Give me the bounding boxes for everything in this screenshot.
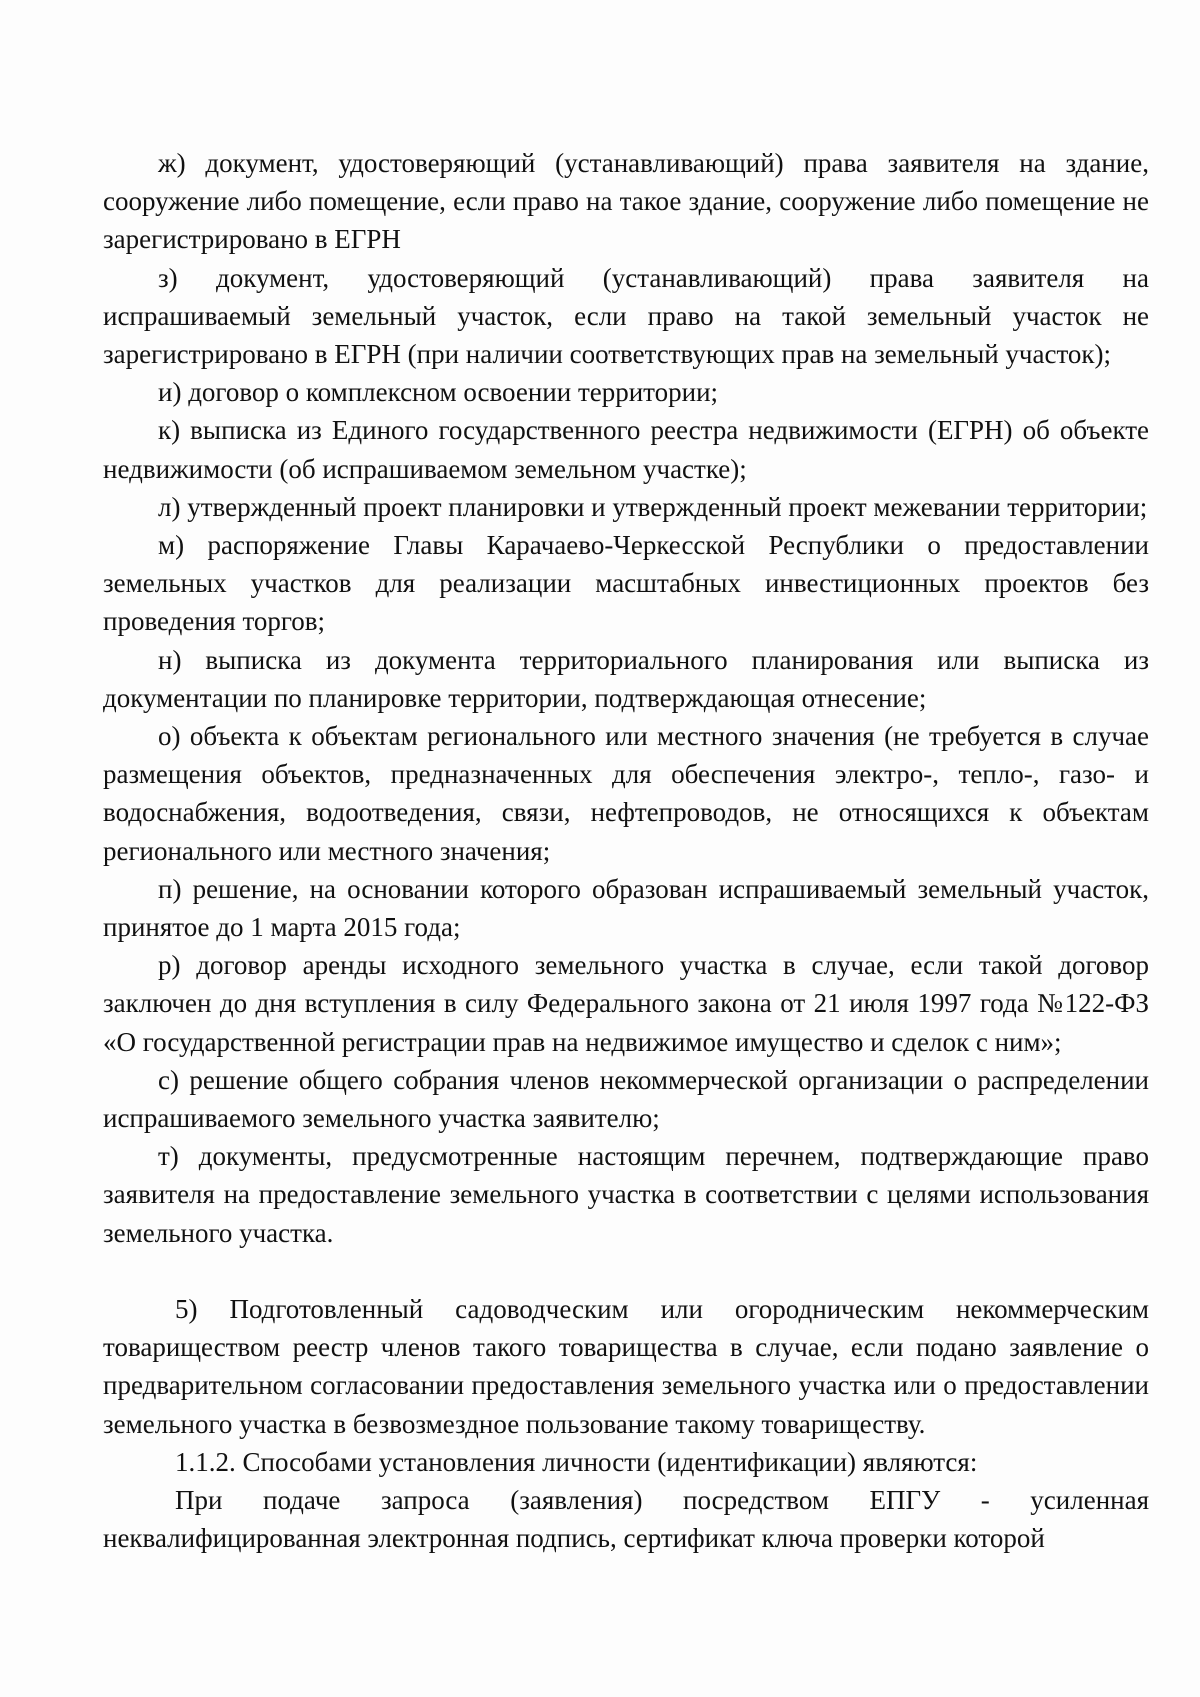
item-n: н) выписка из документа территориального планирования или выписка из документации по планировке территории, подтверждающая отнесение;: [103, 644, 1149, 713]
item-z: з) документ, удостоверяющий (устанавливающий) права заявителя на испрашиваемый земельный участок, если право на такой земельный участок не зарегистрировано в ЕГРН (при наличии соответствующих прав на земельный участок);: [103, 262, 1149, 370]
item-p: п) решение, на основании которого образован испрашиваемый земельный участок, принятое до 1 марта 2015 года;: [103, 873, 1149, 943]
paragraph-gap: [103, 1252, 1149, 1290]
section-1-1-2-heading: 1.1.2. Способами установления личности (идентификации) являются:: [175, 1446, 978, 1477]
document-body: [103, 144, 1149, 1557]
item-m: м) распоряжение Главы Карачаево-Черкесской Республики о предоставлении земельных участков для реализации масштабных инвестиционных проектов без проведения торгов;: [103, 530, 1149, 637]
item-o: о) объекта к объектам регионального или местного значения (не требуется в случае размещения объектов, предназначенных для обеспечения электро-, тепло-, газо- и водоснабжения, водоотведения, связи, нефтепроводов, не относящихся к объектам регионального или местного значения;: [103, 721, 1149, 866]
item-s: с) решение общего собрания членов некоммерческой организации о распределении испрашиваемого земельного участка заявителю;: [103, 1064, 1149, 1134]
item-l: л) утвержденный проект планировки и утвержденный проект межевании территории;: [158, 491, 1148, 522]
item-t: т) документы, предусмотренные настоящим перечнем, подтверждающие право заявителя на предоставление земельного участка в соответствии с целями использования земельного участка.: [103, 1141, 1149, 1248]
item-5: 5) Подготовленный садоводческим или огородническим некоммерческим товариществом реестр членов такого товарищества в случае, если подано заявление о предварительном согласовании предоставления земельного участка или о предоставлении земельного участка в безвозмездное пользование такому товариществу.: [103, 1293, 1149, 1439]
item-k: к) выписка из Единого государственного реестра недвижимости (ЕГРН) об объекте недвижимости (об испрашиваемом земельном участке);: [103, 415, 1149, 484]
item-zh: ж) документ, удостоверяющий (устанавливающий) права заявителя на здание, сооружение либо помещение, если право на такое здание, сооружение либо помещение не зарегистрировано в ЕГРН: [103, 148, 1149, 255]
item-r: р) договор аренды исходного земельного участка в случае, если такой договор заключен до дня вступления в силу Федерального закона от 21 июля 1997 года №122-ФЗ «О государственной регистрации прав на недвижимое имущество и сделок с ним»;: [103, 950, 1149, 1057]
identification-paragraph: При подаче запроса (заявления) посредством ЕПГУ - усиленная неквалифицированная электронная подпись, сертификат ключа проверки которой: [103, 1484, 1149, 1554]
item-i: и) договор о комплексном освоении территории;: [158, 377, 719, 408]
